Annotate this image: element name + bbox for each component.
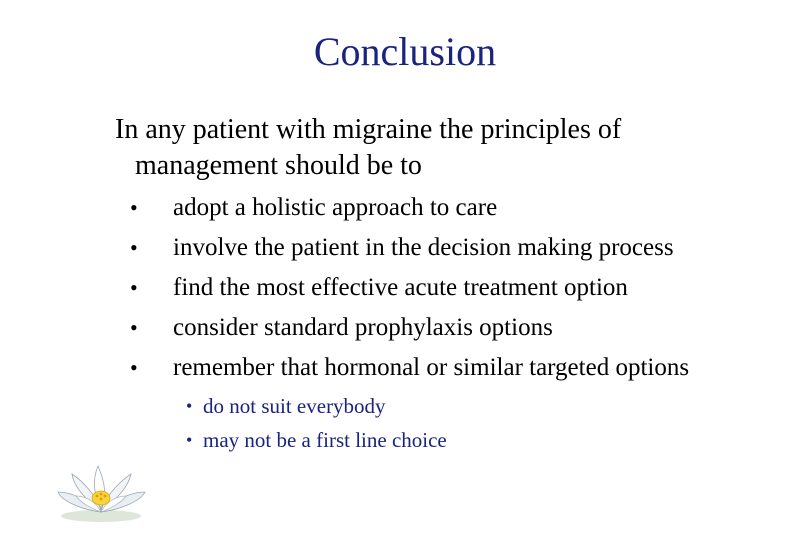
bullet-icon: • bbox=[130, 315, 138, 340]
intro-line-2: management should be to bbox=[135, 150, 422, 181]
lotus-stamen bbox=[104, 495, 107, 498]
sublist-item-text: do not suit everybody bbox=[203, 394, 386, 418]
bullet-icon: • bbox=[130, 195, 138, 220]
bullet-icon: • bbox=[130, 355, 138, 380]
sublist-item-text: may not be a first line choice bbox=[203, 428, 447, 452]
list-item-text: consider standard prophylaxis options bbox=[173, 314, 553, 341]
lotus-stamen bbox=[100, 493, 103, 496]
sublist-item bbox=[186, 389, 447, 423]
lotus-stamen bbox=[96, 495, 99, 498]
list-item bbox=[130, 308, 689, 348]
lotus-stamen bbox=[100, 498, 103, 501]
slide-title: Conclusion bbox=[313, 29, 497, 74]
list-item bbox=[130, 188, 689, 228]
sublist-item bbox=[186, 423, 447, 457]
list-item-text: adopt a holistic approach to care bbox=[173, 194, 498, 221]
list-item-text: remember that hormonal or similar targeted options bbox=[173, 354, 690, 381]
principles-list bbox=[130, 188, 689, 388]
intro-line-1: In any patient with migraine the principles of bbox=[115, 114, 622, 145]
bullet-icon: • bbox=[130, 275, 138, 300]
intro-text bbox=[115, 112, 755, 184]
bullet-icon: • bbox=[186, 430, 193, 450]
list-item bbox=[130, 268, 689, 308]
list-item bbox=[130, 348, 689, 388]
hormonal-options-sublist bbox=[186, 389, 447, 457]
list-item-text: involve the patient in the decision making process bbox=[173, 234, 674, 261]
lotus-flower-icon bbox=[54, 462, 149, 524]
bullet-icon: • bbox=[130, 235, 138, 260]
list-item-text: find the most effective acute treatment option bbox=[173, 274, 628, 301]
list-item bbox=[130, 228, 689, 268]
bullet-icon: • bbox=[186, 396, 193, 416]
